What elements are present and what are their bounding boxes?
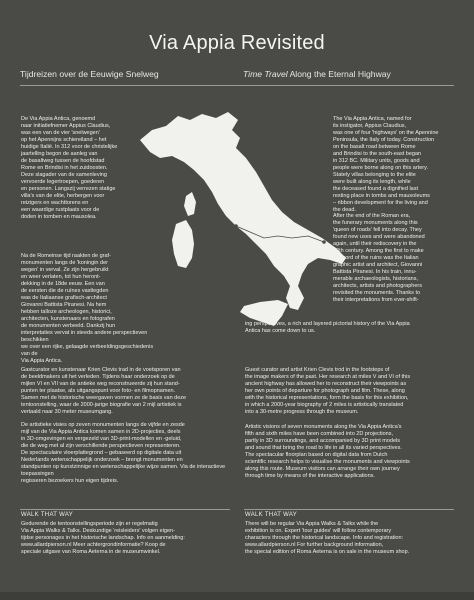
dutch-paragraph-4: De artistieke visies op zeven monumenten langs de vijfde en zesde mijl van de Via Appia Antica komen samen in 2D-projecties, deels in 3D-omgevingen en vergezeld van 3D-print-modellen en -geluid, die de weg met al zijn verschillende perspectieven representeren. De spectaculaire vloerplattegrond – gebaseerd op digitale data uit Nederlands wetenschappelijk onderzoek – brengt monumenten en standpunten op kunstzinnige en wetenschappelijke wijze samen. Via de interactieve toepassingen regisseren bezoekers hun eigen tijdreis. <box>21 422 226 484</box>
sardinia <box>172 220 194 268</box>
english-paragraph-2: After the end of the Roman era, the funerary monuments along this 'queen of roads' fell into decay. They found new uses and were abandoned again, until their rediscovery in the 18th century. Among the first to make a record of the ruins was the Italian graphic artist and architect, Giovanni Battista Piranesi. In his train, innu- merable archaeologists, historians, architects, artists and photographers revisited the monuments. Thanks to their interpretations from ever-shift- <box>333 213 425 303</box>
italy-map <box>132 108 352 343</box>
subtitle-dutch-text: Tijdreizen over de Eeuwige Snelweg <box>20 69 159 79</box>
walk-heading-dutch: WALK THAT WAY <box>21 512 74 518</box>
walk-divider-english <box>244 509 454 510</box>
dutch-paragraph-3: Gastcurator en kunstenaar Krien Clevis trad in de voetsporen van de beeldmakers uit het verleden. Tijdens haar onderzoek op de mijlen VI en VII van de antieke weg reconstrueerde zij hun stand- punten ter plaatse, als uitgangspunt voor foto- en filmopnamen. Samen met de historische weergaven vormen ze de basis van deze tentoonstelling, waar de 2000-jarige biografie van 2 mijl artistiek is vertaald naar 30 meter museumgang. <box>21 367 187 415</box>
subtitle-english-text: Along the Eternal Highway <box>289 69 391 79</box>
corsica <box>184 192 196 216</box>
italy-mainland <box>140 112 346 310</box>
walk-heading-english: WALK THAT WAY <box>245 512 298 518</box>
english-paragraph-1: The Via Appia Antica, named for its instigator, Appius Claudius, was one of four 'highways' on the Apennine Peninsula, the Italy of today. Construction on the basalt road between Rome and Brindisi to the south-east began in 312 BC. Military units, goods and people were borne along on this artery. Stately villas belonging to the elite were built along its length, while the deceased found a dignified last resting place in tombs and mausoleums – ribbon development for the living and the dead. <box>333 116 439 213</box>
dutch-paragraph-2: Na de Romeinse tijd raakten de graf- monumenten langs de 'koningin der wegen' in verval. Ze zijn hergebruikt en weer verlaten, tot hun heront- dekking in de 18de eeuw. Een van de eersten die de ruïnes vastlegden was de Italiaanse grafisch-architect Giovanni Battista Piranesi. Na hem hebben talloze archeologen, historici, architecten, kunstenaars en fotografen de monumenten verbeeld. Dankzij hun interpretaties vervat in steeds andere perspectieven beschikken we over een rijke, gelaagde verbeeldingsgeschiedenis van de Via Appia Antica. <box>21 253 154 364</box>
walk-divider-dutch <box>20 509 230 510</box>
english-paragraph-2-continued: ing perspectives, a rich and layered pictorial history of the Via Appia Antica has come down to us. <box>245 321 410 334</box>
rome-marker <box>234 224 238 228</box>
page-title: Via Appia Revisited <box>149 32 325 54</box>
header-divider <box>20 85 454 86</box>
bottom-edge <box>0 592 474 600</box>
english-paragraph-4: Artistic visions of seven monuments along the Via Appia Antica's fifth and sixth miles have been combined into 2D projections, partly in 3D surroundings, and accompanied by 3D print models and sound that bring the road to life in all its varied perspectives. The spectacular floorplan based on digital data from Dutch scientific research helps to visualise the monuments and viewpoints along this route. Museum visitors can arrange their own journey through time by means of the interactive applications. <box>245 424 410 479</box>
brindisi-marker <box>322 240 326 244</box>
subtitle-english-italic: Time Travel <box>243 69 288 79</box>
dutch-paragraph-1: De Via Appia Antica, genoemd naar initiatiefnemer Appius Claudius, was een van de vier 'snelwegen' op het Apennijns schiereiland – het huidige Italië. In 312 voor de christelijke jaartelling begon de aanleg van de basaltweg tussen de hoofdstad Rome en Brindisi in het zuidoosten. Deze slagader van de samenleving vervoerde legertroepen, goederen en personen. Langszij verrezen statige villa's van de elite, herbergen voor reizigers en wachttorens en een waardige rustplaats voor de doden in tomben en mausolea. <box>21 116 118 220</box>
english-paragraph-3: Guest curator and artist Krien Clevis trod in the footsteps of the image makers of the past. Her research at miles V and VI of this ancient highway has allowed her to reconstruct their viewpoints as her own points of departure for photograph and film. These, along with the historical representations, form the basis for this exhibition, in which a 2000-year biography of 2 miles is artistically translated into a 30-metre progress through the museum. <box>245 367 411 415</box>
subtitle-dutch <box>20 69 159 79</box>
subtitle-english <box>243 69 391 79</box>
walk-text-english: There will be regular Via Appia Walks & Talks while the exhibition is on. Expert 'tour guides' will follow contemporary characters through the historical landscape. Info and registration: www.allardpierson.nl For further background information, the special edition of Roma Aeterna is on sale in the museum shop. <box>245 521 410 555</box>
walk-text-dutch: Gedurende de tentoonstellingsperiode zijn er regelmatig Via Appia Walks & Talks. Deskundige 'reisleiders' volgen eigen- tijdse personages in het historische landschap. Info en aanmelding: www.allardpierson.nl Meer achtergrondinformatie? Koop de speciale uitgave van Roma Aeterna in de museumwinkel. <box>21 521 185 555</box>
